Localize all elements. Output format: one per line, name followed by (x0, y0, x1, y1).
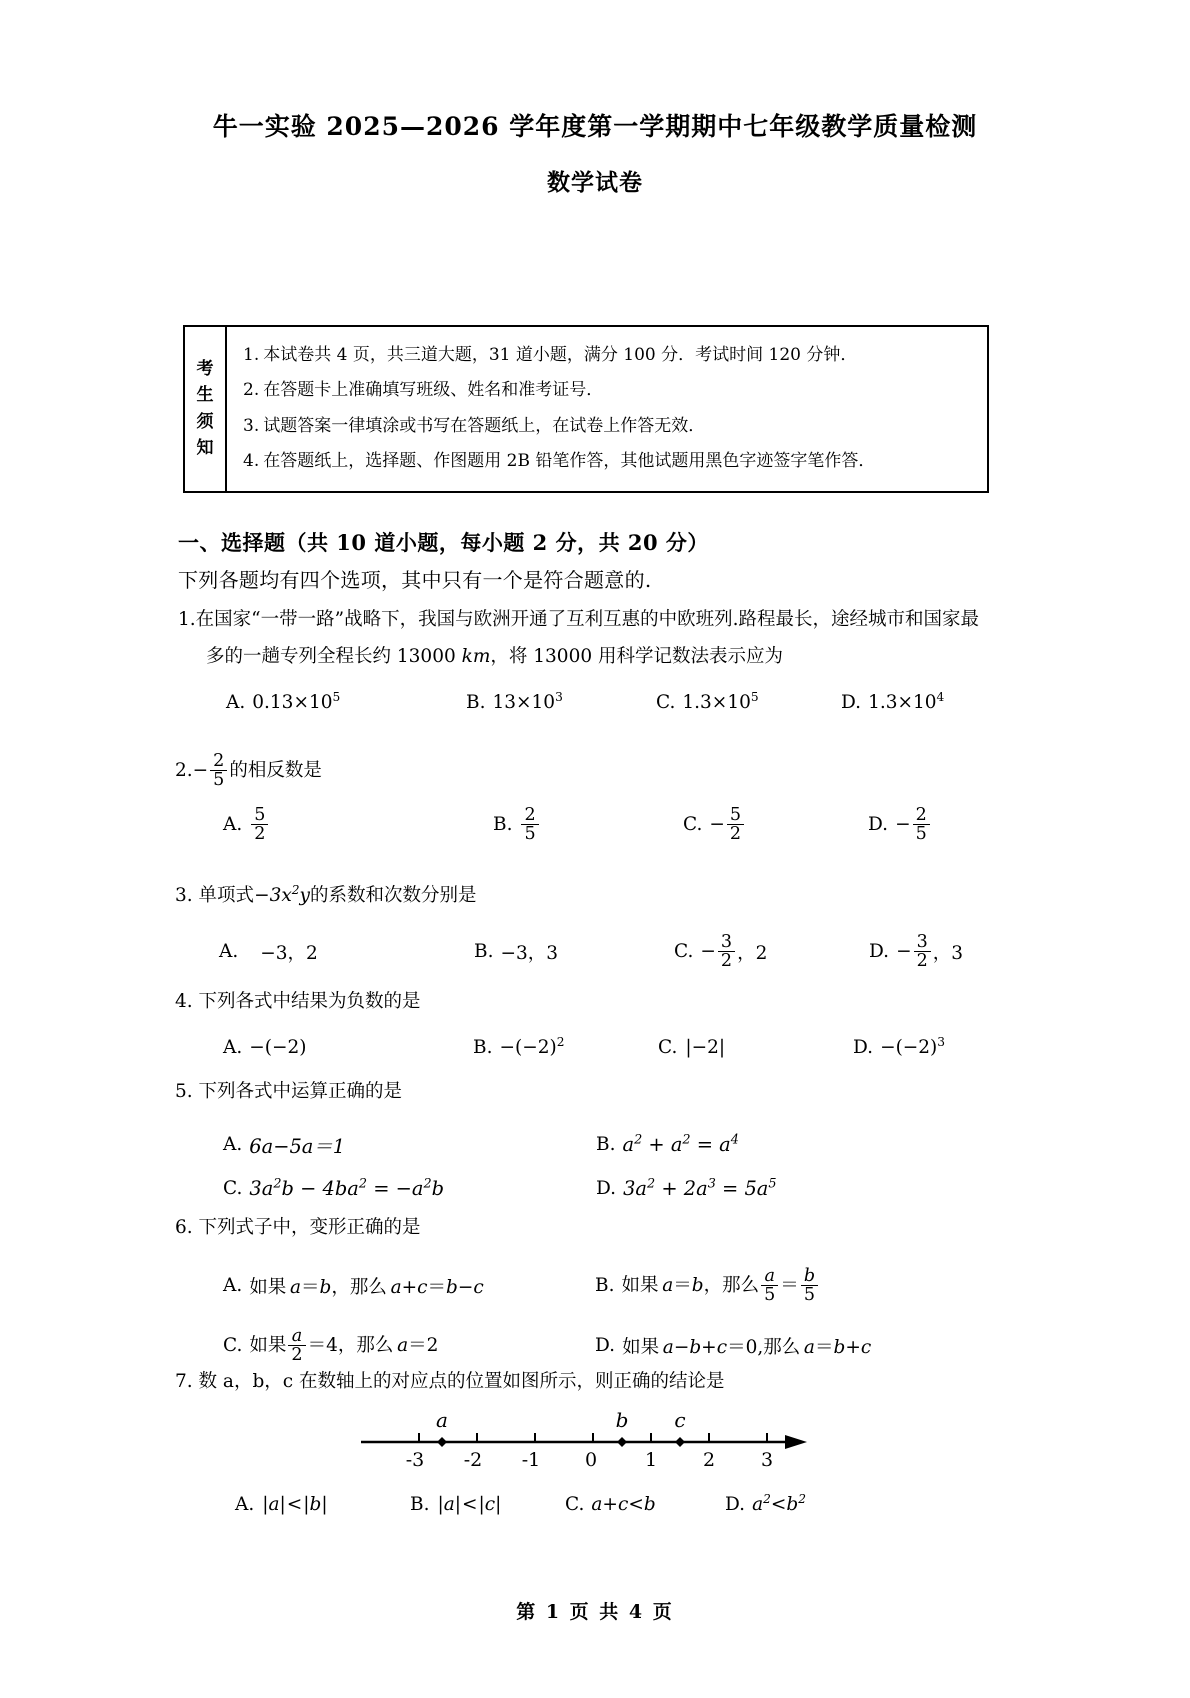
point-b-marker (617, 1437, 627, 1447)
tick-label: -2 (463, 1449, 483, 1471)
option-sign: − (895, 814, 911, 836)
option-value: 6a−5a＝1 (249, 1134, 346, 1158)
question-6-stem-text: 下列式子中，变形正确的是 (198, 1217, 421, 1238)
option-fraction: $\frac{3}{2}$ (718, 933, 735, 971)
question-6-option-b[interactable] (595, 1267, 820, 1305)
option-fraction: $\frac{5}{2}$ (727, 806, 744, 844)
question-2-option-b[interactable] (493, 806, 683, 844)
question-6 (175, 1216, 871, 1365)
question-2-stem-tail: 的相反数是 (229, 759, 322, 781)
notice-label-char-3: 知 (196, 438, 214, 459)
question-5-option-b[interactable] (596, 1131, 739, 1159)
question-1-stem-line1: 在国家“一带一路”战略下，我国与欧洲开通了互利互惠的中欧班列.路程最长，途经城市和国家最 (195, 609, 979, 630)
question-3-stem-post: 的系数和次数分别是 (310, 885, 477, 906)
notice-item-text: 在答题卡上准确填写班级、姓名和准考证号． (263, 380, 604, 401)
absolute-value-expression: | −2 | (684, 1037, 726, 1058)
option-label: A. (219, 941, 239, 963)
question-7-option-d[interactable] (725, 1491, 806, 1515)
point-c-marker (675, 1437, 685, 1447)
notice-item-text: 本试卷共 4 页，共三道大题，31 道小题，满分 100 分．考试时间 120 分钟． (263, 345, 858, 365)
question-5-option-a[interactable] (223, 1131, 596, 1159)
notice-item-list (227, 327, 987, 491)
option-label: D. (725, 1494, 746, 1515)
question-1-option-a[interactable] (226, 689, 466, 713)
question-7 (175, 1370, 725, 1395)
tick-label: 3 (760, 1449, 774, 1471)
option-sign: − (709, 814, 725, 836)
question-6-option-d[interactable] (595, 1327, 871, 1365)
option-fraction: $\frac{2}{5}$ (521, 806, 538, 844)
option-label: B. (410, 1494, 430, 1515)
question-2-option-a[interactable] (223, 806, 493, 844)
question-2-fraction: $\frac{2}{5}$ (210, 752, 227, 790)
question-3-option-a[interactable] (219, 933, 474, 971)
option-fraction: $\frac{2}{5}$ (913, 806, 930, 844)
option-value: $-(-2)^2$ (499, 1034, 565, 1058)
question-1-unit: km (461, 645, 491, 667)
option-label: D. (596, 1177, 617, 1199)
question-3-stem-pre: 单项式 (198, 885, 255, 906)
question-6-stem (175, 1216, 871, 1241)
question-5-option-d[interactable] (596, 1177, 777, 1200)
option-value: $13\times 10^3$ (492, 689, 563, 713)
option-fraction: $\frac{3}{2}$ (914, 933, 931, 971)
tick-label: 2 (702, 1449, 716, 1471)
page-title: 牛一实验 2025—2026 学年度第一学期期中七年级教学质量检测 (212, 112, 978, 141)
question-4-option-c[interactable] (658, 1037, 853, 1058)
question-2-option-d[interactable] (868, 806, 932, 844)
option-label: A. (223, 1275, 243, 1297)
question-4-option-b[interactable] (473, 1034, 658, 1058)
option-label: D. (595, 1335, 616, 1357)
question-6-option-a[interactable] (223, 1267, 595, 1305)
option-value: 如果 a＝b，那么 a+c＝b−c (249, 1276, 484, 1298)
page-subtitle: 数学试卷 (547, 169, 643, 196)
point-a-marker (437, 1437, 447, 1447)
question-3-stem (175, 884, 963, 909)
axis-ticks (419, 1433, 767, 1442)
number-line-figure (355, 1408, 815, 1474)
axis-tick-labels (406, 1449, 773, 1471)
question-6-options-row1 (223, 1267, 871, 1305)
notice-item-text: 试题答案一律填涂或书写在答题纸上，在试卷上作答无效． (263, 415, 706, 436)
question-1-option-d[interactable] (841, 689, 945, 713)
question-1-stem (178, 608, 979, 633)
question-2-option-c[interactable] (683, 806, 868, 844)
option-value: 如果 $\frac{a}{2}$ ＝4，那么 a＝2 (249, 1325, 439, 1366)
question-3-number: 3. (175, 885, 193, 906)
question-7-stem (175, 1370, 725, 1395)
option-label: A. (223, 1134, 243, 1156)
option-label: D. (853, 1036, 874, 1058)
question-4-options (223, 1034, 946, 1058)
axis-arrow-icon (785, 1435, 807, 1449)
notice-label-vertical (185, 327, 227, 491)
question-4-number: 4. (175, 991, 193, 1012)
question-1-stem-pre: 多的一趟专列全程长约 13000 (206, 645, 462, 667)
option-label: B. (473, 1036, 493, 1058)
question-1 (178, 608, 979, 713)
question-5-options-row2 (223, 1177, 777, 1200)
option-label: B. (596, 1134, 616, 1156)
question-7-option-b[interactable] (410, 1494, 565, 1515)
question-3-expression: $-3x^2y$ (254, 882, 310, 906)
option-value: | a | < | b | (261, 1494, 328, 1515)
option-value: −3，2 (260, 942, 318, 964)
option-value: −(−2) (249, 1036, 307, 1058)
notice-item (243, 373, 977, 408)
option-label: C. (223, 1335, 243, 1357)
notice-item-number: 1. (243, 345, 260, 365)
option-label: C. (656, 691, 676, 713)
page-footer: 第 1 页 共 4 页 (516, 1601, 674, 1623)
option-label: A. (223, 814, 243, 836)
option-value: −3，3 (500, 942, 559, 964)
notice-item-number: 2. (243, 380, 260, 401)
option-label: A. (226, 691, 246, 713)
option-label: C. (658, 1036, 678, 1058)
option-label: C. (674, 941, 694, 963)
question-2 (175, 752, 932, 844)
option-value: $3a^2b - 4ba^2 = -a^2b$ (249, 1176, 445, 1200)
option-label: B. (595, 1275, 615, 1297)
section-note: 下列各题均有四个选项，其中只有一个是符合题意的. (178, 568, 652, 592)
question-5-number: 5. (175, 1081, 193, 1102)
option-label: C. (223, 1177, 243, 1199)
number-line-svg (355, 1408, 815, 1474)
question-1-option-b[interactable] (466, 689, 656, 713)
exam-page (0, 112, 1190, 1698)
tick-label: -3 (405, 1449, 425, 1471)
question-2-number: 2. (175, 759, 193, 781)
notice-item-text: 在答题纸上，选择题、作图题用 2B 铅笔作答，其他试题用黑色字迹签字笔作答． (263, 451, 876, 472)
option-fraction: $\frac{5}{2}$ (251, 806, 268, 844)
question-5-option-c[interactable] (223, 1177, 596, 1200)
question-4 (175, 990, 945, 1058)
notice-item (243, 338, 977, 373)
option-label: D. (869, 941, 890, 963)
option-value: $1.3\times 10^4$ (868, 689, 945, 713)
option-label: A. (223, 1036, 243, 1058)
point-labels (436, 1408, 686, 1432)
option-value: | a | < | c | (436, 1494, 502, 1515)
option-tail: ，3 (932, 942, 964, 964)
option-label: A. (235, 1494, 255, 1515)
question-3 (175, 884, 963, 971)
question-4-option-d[interactable] (853, 1034, 946, 1058)
question-7-option-c[interactable] (565, 1494, 725, 1515)
question-3-option-c[interactable] (674, 933, 869, 971)
option-label: C. (565, 1494, 585, 1515)
question-5-options-row1 (223, 1131, 777, 1159)
question-5-stem-text: 下列各式中运算正确的是 (198, 1081, 403, 1102)
option-label: D. (868, 814, 889, 836)
notice-label-char-0: 考 (196, 359, 214, 380)
question-3-option-d[interactable] (869, 933, 963, 971)
notice-item-number: 3. (243, 415, 260, 436)
candidate-notice-box (183, 325, 989, 493)
question-4-option-a[interactable] (223, 1037, 473, 1058)
question-7-option-a[interactable] (235, 1494, 410, 1515)
option-label: D. (841, 691, 862, 713)
point-label-c: c (674, 1408, 686, 1432)
question-1-stem-post: ，将 13000 用科学记数法表示应为 (490, 645, 784, 667)
option-value: a+c<b (591, 1494, 656, 1515)
question-6-option-c[interactable] (223, 1327, 595, 1365)
option-value: $3a^2 + 2a^3 = 5a^5$ (623, 1176, 777, 1200)
option-value: $a^2 + a^2 = a^4$ (622, 1133, 739, 1157)
question-3-options (219, 933, 963, 971)
point-label-a: a (436, 1408, 448, 1432)
option-label: B. (466, 691, 486, 713)
question-2-sign: − (192, 759, 209, 781)
question-6-options-row2 (223, 1327, 871, 1365)
option-label: B. (474, 941, 494, 963)
question-3-option-b[interactable] (474, 933, 674, 971)
option-label: C. (683, 814, 703, 836)
notice-label-char-2: 须 (196, 411, 214, 432)
notice-label-char-1: 生 (196, 385, 214, 406)
option-sign: − (700, 941, 716, 963)
option-value: $0.13\times 10^5$ (252, 689, 341, 713)
question-5-stem (175, 1080, 777, 1105)
question-4-stem-text: 下列各式中结果为负数的是 (198, 991, 421, 1012)
question-5 (175, 1080, 777, 1200)
question-6-number: 6. (175, 1217, 193, 1238)
option-value: $1.3\times 10^5$ (682, 689, 759, 713)
notice-item (243, 409, 977, 444)
option-value: $-(-2)^3$ (880, 1034, 946, 1058)
notice-item (243, 444, 977, 479)
option-value: 如果 a−b+c＝0,那么 a＝b+c (622, 1336, 872, 1358)
option-value: $a^2<b^2$ (752, 1491, 806, 1515)
question-1-number: 1. (178, 609, 196, 630)
tick-label: 1 (644, 1449, 658, 1471)
point-label-b: b (615, 1408, 629, 1432)
question-7-number: 7. (175, 1371, 193, 1392)
option-label: B. (493, 814, 513, 836)
question-7-stem-text: 数 a，b，c 在数轴上的对应点的位置如图所示，则正确的结论是 (198, 1371, 725, 1392)
tick-label: -1 (521, 1449, 541, 1471)
tick-label: 0 (584, 1449, 598, 1471)
question-4-stem (175, 990, 945, 1015)
question-2-options (223, 806, 932, 844)
option-sign: − (896, 941, 912, 963)
section-heading: 一、选择题（共 10 道小题，每小题 2 分，共 20 分） (178, 530, 709, 555)
question-1-options (226, 689, 979, 713)
option-value: 如果 a＝b，那么 $\frac{a}{5}$ ＝ $\frac{b}{5}$ (621, 1267, 820, 1305)
question-7-options (235, 1491, 806, 1515)
notice-item-number: 4. (243, 451, 260, 472)
question-2-stem (175, 752, 932, 790)
option-tail: ，2 (737, 942, 768, 964)
question-1-stem-line2 (206, 645, 979, 670)
question-1-option-c[interactable] (656, 689, 841, 713)
